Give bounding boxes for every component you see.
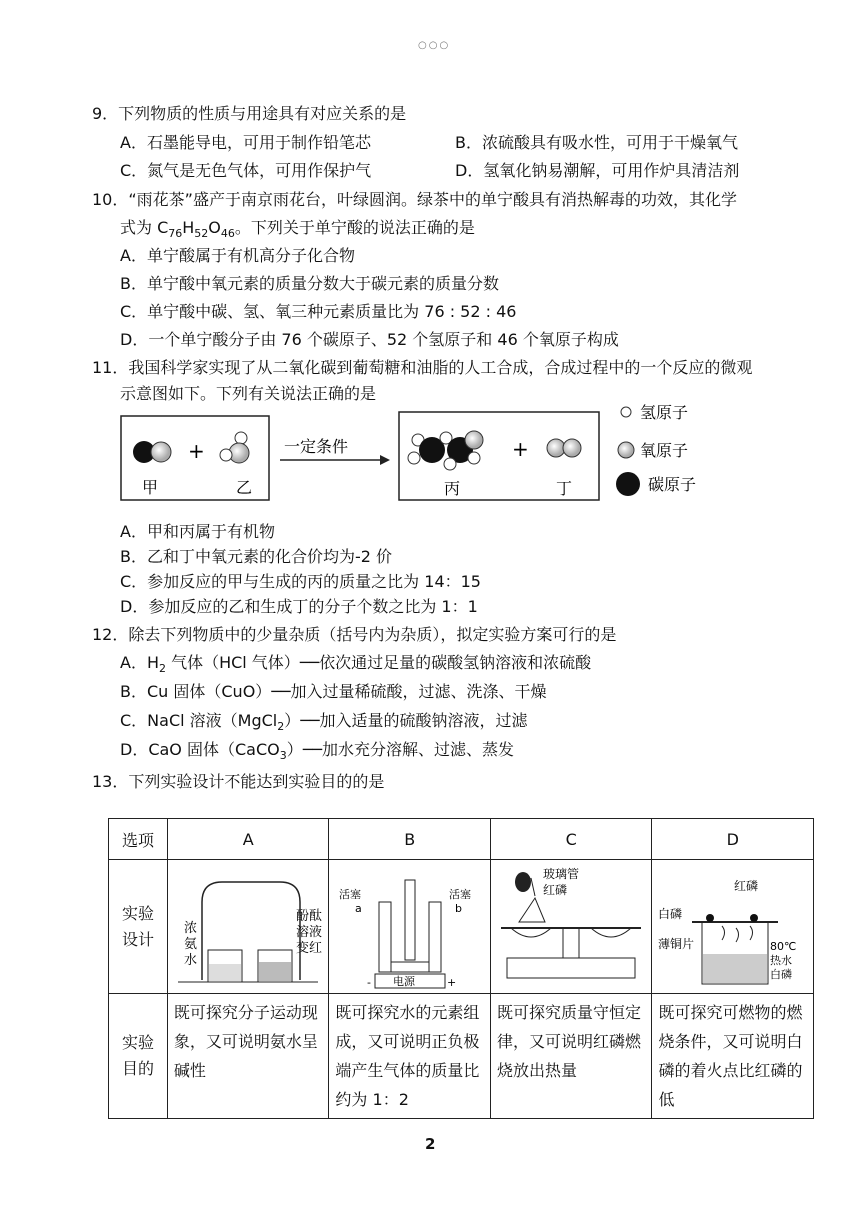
svg-text:+: + <box>447 975 457 989</box>
row-label-design: 实验设计 <box>109 860 168 994</box>
q10-option-c: C．单宁酸中碳、氢、氧三种元素质量比为 76 : 52 : 46 <box>120 302 517 321</box>
carbon-legend-icon <box>616 472 640 496</box>
q13-stem: 13．下列实验设计不能达到实验目的的是 <box>92 772 385 791</box>
page-number: 2 <box>425 1135 436 1153</box>
table-row-design <box>109 860 814 994</box>
svg-text:a: a <box>355 901 363 915</box>
q12-option-d: D．CaO 固体（CaCO$_3$）──加水充分溶解、过滤、蒸发 <box>120 740 515 763</box>
design-cell-b <box>329 860 491 994</box>
hydrogen-legend-icon <box>621 407 631 417</box>
combustion-figure <box>652 862 812 992</box>
q12-option-b: B．Cu 固体（CuO）──加入过量稀硫酸，过滤、洗涤、干燥 <box>120 682 547 701</box>
q11-option-a: A．甲和丙属于有机物 <box>120 522 275 541</box>
q12-stem: 12．除去下列物质中的少量杂质（括号内为杂质），拟定实验方案可行的是 <box>92 625 617 644</box>
ammonia-beaker-figure <box>168 862 328 992</box>
q9-stem: 9．下列物质的性质与用途具有对应关系的是 <box>92 104 407 123</box>
header-c: C <box>490 819 652 860</box>
reaction-condition: 一定条件 <box>284 437 349 456</box>
arrow-head-icon <box>380 455 390 465</box>
label-jia: 甲 <box>142 478 159 497</box>
label-valve-right: 活塞 <box>449 887 472 901</box>
label-glass-tube: 玻璃管 <box>542 866 579 881</box>
plus-sign-2: + <box>512 437 529 461</box>
svg-text:b: b <box>455 901 463 915</box>
q9-option-c: C．氮气是无色气体，可用作保护气 <box>120 161 372 180</box>
label-phenolphthalein: 酚酞溶液变红 <box>295 908 322 956</box>
purpose-cell-d: 既可探究可燃物的燃烧条件，又可说明白磷的着火点比红磷的低 <box>652 994 814 1119</box>
molecule-ding <box>547 439 581 457</box>
q11-option-c: C．参加反应的甲与生成的丙的质量之比为 14：15 <box>120 572 481 591</box>
design-cell-c <box>490 860 652 994</box>
q10-option-d: D．一个单宁酸分子由 76 个碳原子、52 个氢原子和 46 个氧原子构成 <box>120 330 619 349</box>
molecule-yi <box>220 432 249 463</box>
row-label-purpose: 实验目的 <box>109 994 168 1119</box>
label-bing: 丙 <box>444 479 461 498</box>
header-option: 选项 <box>109 819 168 860</box>
legend-oxygen: 氧原子 <box>640 441 689 460</box>
design-cell-d <box>652 860 814 994</box>
label-hot-water: 热水 <box>770 953 793 967</box>
oxygen-legend-icon <box>618 442 634 458</box>
molecule-bing <box>408 431 483 470</box>
label-temp: 80℃ <box>770 939 797 953</box>
purpose-cell-b: 既可探究水的元素组成，又可说明正负极端产生气体的质量比约为 1：2 <box>329 994 491 1119</box>
q10-option-b: B．单宁酸中氧元素的质量分数大于碳元素的质量分数 <box>120 274 499 293</box>
label-copper: 薄铜片 <box>658 936 695 951</box>
label-d-white: 白磷 <box>658 906 683 921</box>
label-yi: 乙 <box>236 478 253 497</box>
label-d-red: 红磷 <box>734 878 759 893</box>
label-valve-left: 活塞 <box>339 887 362 901</box>
purpose-cell-a: 既可探究分子运动现象，又可说明氨水呈碱性 <box>167 994 329 1119</box>
electrolysis-figure <box>329 862 489 992</box>
q11-stem-line2: 示意图如下。下列有关说法正确的是 <box>120 384 377 403</box>
molecule-jia <box>133 441 171 463</box>
label-power: 电源 <box>393 974 416 988</box>
balance-figure <box>491 862 651 992</box>
legend-hydrogen: 氢原子 <box>640 403 689 422</box>
q9-option-b: B．浓硫酸具有吸水性，可用于干燥氧气 <box>455 133 738 152</box>
top-marker: ○○○ <box>418 40 451 51</box>
plus-sign-1: + <box>188 439 205 463</box>
q9-option-a: A．石墨能导电，可用于制作铅笔芯 <box>120 133 371 152</box>
design-cell-a <box>167 860 329 994</box>
q12-option-a: A．$H_2$ 气体（HCl 气体）──依次通过足量的碳酸氢钠溶液和浓硫酸 <box>120 653 592 676</box>
purpose-cell-c: 既可探究质量守恒定律，又可说明红磷燃烧放出热量 <box>490 994 652 1119</box>
header-b: B <box>329 819 491 860</box>
q10-stem-line2: 式为 $C_{76}H_{52}O_{46}$。下列关于单宁酸的说法正确的是 <box>120 218 475 241</box>
header-d: D <box>652 819 814 860</box>
q10-stem-line1: 10．“雨花茶”盛产于南京雨花台，叶绿圆润。绿茶中的单宁酸具有消热解毒的功效，其化学 <box>92 190 737 209</box>
table-row-purpose <box>109 994 814 1119</box>
label-red-phosphorus: 红磷 <box>542 882 567 897</box>
q12-option-c: C．NaCl 溶液（MgCl$_2$）──加入适量的硫酸钠溶液，过滤 <box>120 711 528 734</box>
label-d-white2: 白磷 <box>770 967 793 981</box>
q11-stem-line1: 11．我国科学家实现了从二氧化碳到葡萄糖和油脂的人工合成，合成过程中的一个反应的微观 <box>92 358 753 377</box>
q11-option-d: D．参加反应的乙和生成丁的分子个数之比为 1：1 <box>120 597 478 616</box>
label-ding: 丁 <box>556 479 573 498</box>
reaction-diagram <box>118 400 718 510</box>
q10-option-a: A．单宁酸属于有机高分子化合物 <box>120 246 355 265</box>
q9-option-d: D．氢氧化钠易潮解，可用作炉具清洁剂 <box>455 161 740 180</box>
header-a: A <box>167 819 329 860</box>
legend-carbon: 碳原子 <box>648 475 697 494</box>
svg-text:-: - <box>367 975 372 989</box>
table-header-row <box>109 819 814 860</box>
label-ammonia: 浓氨水 <box>183 920 197 968</box>
legend <box>616 403 696 496</box>
experiment-table <box>108 818 814 1119</box>
q11-option-b: B．乙和丁中氧元素的化合价均为-2 价 <box>120 547 393 566</box>
